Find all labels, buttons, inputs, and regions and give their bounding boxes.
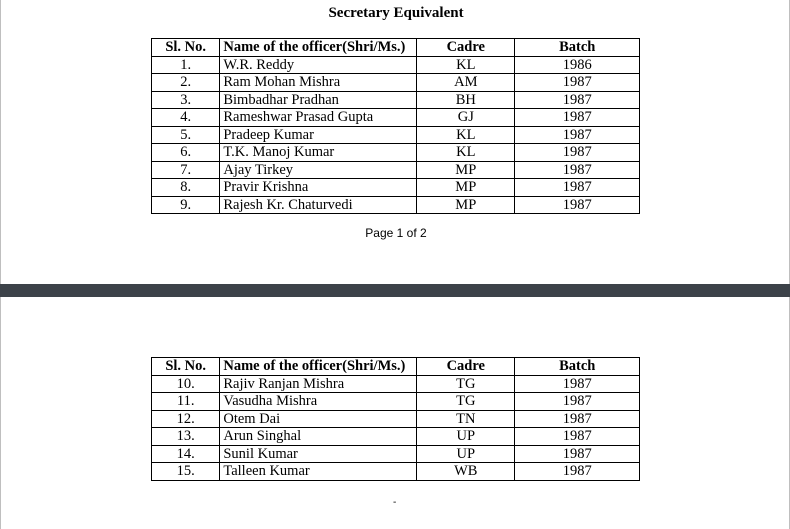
cell-batch: 1987 [515, 179, 640, 197]
table-row [152, 126, 640, 144]
header-name: Name of the officer(Shri/Ms.) [220, 358, 417, 376]
cell-batch: 1987 [515, 126, 640, 144]
cell-officer-name: Vasudha Mishra [220, 393, 417, 411]
cell-sl-no: 6. [152, 144, 220, 162]
table-row [152, 91, 640, 109]
cell-officer-name: T.K. Manoj Kumar [220, 144, 417, 162]
table-row [152, 375, 640, 393]
header-cadre: Cadre [417, 358, 515, 376]
cell-officer-name: Ram Mohan Mishra [220, 74, 417, 92]
header-sl-no: Sl. No. [152, 39, 220, 57]
cell-cadre: MP [417, 179, 515, 197]
cell-batch: 1987 [515, 393, 640, 411]
cell-batch: 1987 [515, 463, 640, 481]
document-page-2 [0, 297, 790, 529]
cell-batch: 1987 [515, 375, 640, 393]
cell-cadre: KL [417, 144, 515, 162]
cell-sl-no: 11. [152, 393, 220, 411]
officers-table-page-1 [151, 38, 640, 214]
cell-cadre: GJ [417, 109, 515, 127]
cell-officer-name: Pradeep Kumar [220, 126, 417, 144]
cell-sl-no: 7. [152, 161, 220, 179]
table-row [152, 161, 640, 179]
cell-sl-no: 10. [152, 375, 220, 393]
cell-officer-name: Arun Singhal [220, 428, 417, 446]
cell-batch: 1987 [515, 161, 640, 179]
header-cadre: Cadre [417, 39, 515, 57]
cell-officer-name: Otem Dai [220, 410, 417, 428]
table-header-row [152, 39, 640, 57]
cell-batch: 1987 [515, 144, 640, 162]
cell-sl-no: 14. [152, 445, 220, 463]
cell-sl-no: 4. [152, 109, 220, 127]
cell-cadre: TN [417, 410, 515, 428]
cell-cadre: MP [417, 161, 515, 179]
table-row [152, 109, 640, 127]
cell-sl-no: 1. [152, 56, 220, 74]
cell-officer-name: Pravir Krishna [220, 179, 417, 197]
cell-cadre: KL [417, 56, 515, 74]
cell-cadre: UP [417, 428, 515, 446]
cell-cadre: UP [417, 445, 515, 463]
header-sl-no: Sl. No. [152, 358, 220, 376]
cell-officer-name: W.R. Reddy [220, 56, 417, 74]
cell-sl-no: 13. [152, 428, 220, 446]
cell-batch: 1987 [515, 428, 640, 446]
cell-cadre: MP [417, 196, 515, 214]
cell-officer-name: Bimbadhar Pradhan [220, 91, 417, 109]
table-row [152, 445, 640, 463]
table-header-row [152, 358, 640, 376]
cell-batch: 1987 [515, 91, 640, 109]
cell-batch: 1987 [515, 74, 640, 92]
cell-sl-no: 9. [152, 196, 220, 214]
stray-mark: - [393, 497, 397, 508]
cell-officer-name: Rajesh Kr. Chaturvedi [220, 196, 417, 214]
cell-cadre: BH [417, 91, 515, 109]
officers-table-page-2 [151, 357, 640, 481]
cell-officer-name: Sunil Kumar [220, 445, 417, 463]
table-row [152, 74, 640, 92]
header-batch: Batch [515, 358, 640, 376]
table-row [152, 179, 640, 197]
cell-cadre: TG [417, 375, 515, 393]
table-row [152, 196, 640, 214]
cell-sl-no: 15. [152, 463, 220, 481]
cell-batch: 1987 [515, 109, 640, 127]
cell-batch: 1987 [515, 410, 640, 428]
page-separator [0, 284, 790, 297]
table-row [152, 144, 640, 162]
table-row [152, 393, 640, 411]
header-batch: Batch [515, 39, 640, 57]
cell-cadre: WB [417, 463, 515, 481]
cell-batch: 1987 [515, 445, 640, 463]
cell-officer-name: Rajiv Ranjan Mishra [220, 375, 417, 393]
table-row [152, 56, 640, 74]
cell-cadre: TG [417, 393, 515, 411]
table-row [152, 428, 640, 446]
table-row [152, 463, 640, 481]
cell-cadre: AM [417, 74, 515, 92]
cell-batch: 1987 [515, 196, 640, 214]
cell-sl-no: 5. [152, 126, 220, 144]
page-number: Page 1 of 2 [365, 226, 427, 240]
document-title: Secretary Equivalent [328, 5, 464, 21]
cell-officer-name: Rameshwar Prasad Gupta [220, 109, 417, 127]
cell-officer-name: Talleen Kumar [220, 463, 417, 481]
cell-sl-no: 2. [152, 74, 220, 92]
table-row [152, 410, 640, 428]
cell-cadre: KL [417, 126, 515, 144]
cell-sl-no: 12. [152, 410, 220, 428]
cell-sl-no: 8. [152, 179, 220, 197]
cell-batch: 1986 [515, 56, 640, 74]
cell-sl-no: 3. [152, 91, 220, 109]
header-name: Name of the officer(Shri/Ms.) [220, 39, 417, 57]
cell-officer-name: Ajay Tirkey [220, 161, 417, 179]
